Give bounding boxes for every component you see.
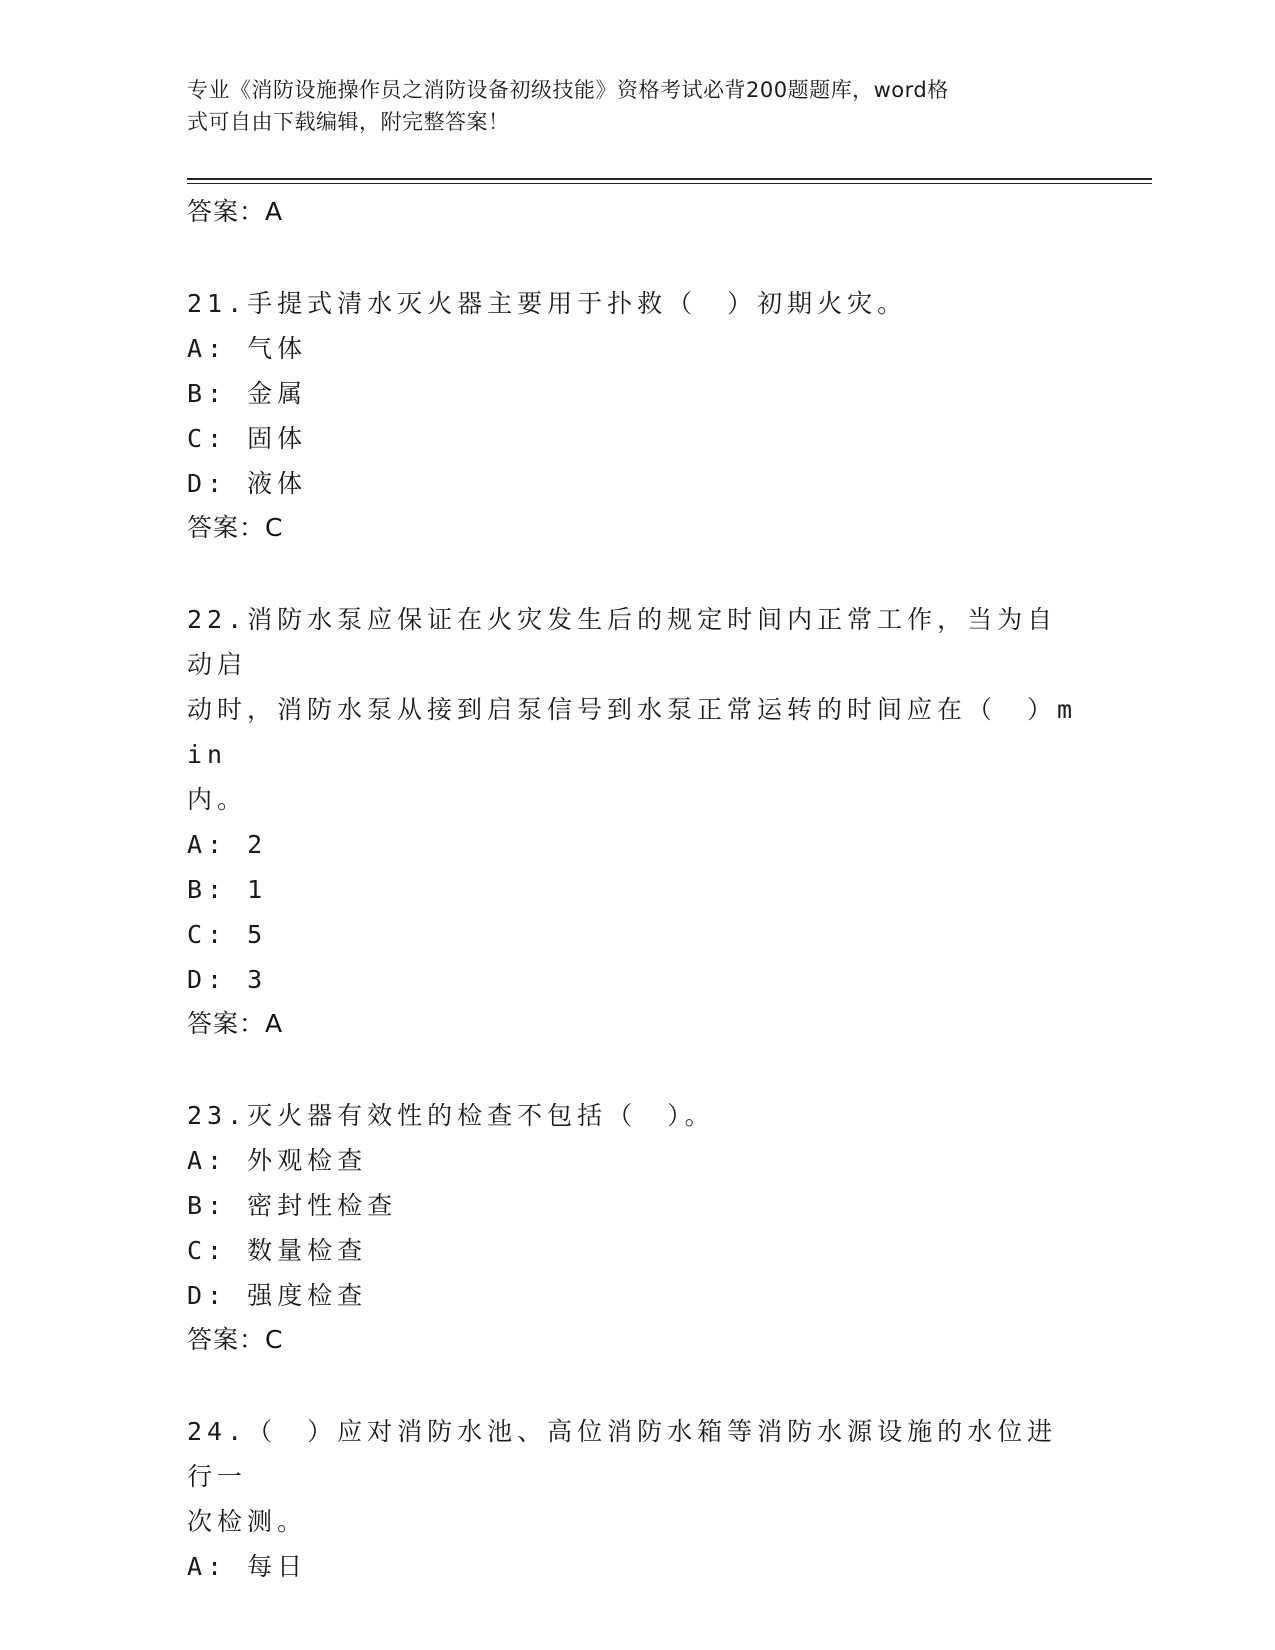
option-d: D: 液体 (187, 469, 308, 498)
option-c: C: 5 (187, 920, 268, 949)
option-a: A: 外观检查 (187, 1146, 368, 1175)
spacer (187, 1362, 1087, 1409)
header-rule-thin (187, 183, 1152, 184)
option-c: C: 数量检查 (187, 1236, 368, 1265)
question-stem-line-2: 次检测。 (187, 1507, 308, 1536)
header-rule-thick (187, 178, 1152, 180)
document-header-note (187, 74, 1067, 138)
header-note-line-1: 专业《消防设施操作员之消防设备初级技能》资格考试必背200题题库，word格 (187, 78, 949, 102)
option-a: A: 气体 (187, 334, 308, 363)
question-23 (187, 1093, 1087, 1362)
question-22 (187, 597, 1087, 1046)
question-stem-line-2: 动时，消防水泵从接到启泵信号到水泵正常运转的时间应在（ ）min (187, 695, 1078, 769)
question-stem-line-3: 内。 (187, 785, 248, 814)
option-d: D: 3 (187, 965, 268, 994)
question-21 (187, 281, 1087, 550)
spacer (187, 234, 1087, 281)
option-c: C: 固体 (187, 424, 308, 453)
option-a: A: 2 (187, 830, 268, 859)
answer-line: 答案：C (187, 513, 284, 542)
header-note-line-2: 式可自由下载编辑，附完整答案！ (187, 110, 510, 134)
option-d: D: 强度检查 (187, 1281, 368, 1310)
answer-line-prev: 答案：A (187, 197, 284, 226)
question-stem: 23.灭火器有效性的检查不包括（ ）。 (187, 1101, 715, 1130)
question-list (187, 190, 1087, 1589)
option-a: A: 每日 (187, 1552, 308, 1581)
answer-line: 答案：A (187, 1009, 284, 1038)
option-b: B: 密封性检查 (187, 1191, 398, 1220)
option-b: B: 金属 (187, 379, 308, 408)
question-stem: 21.手提式清水灭火器主要用于扑救（ ）初期火灾。 (187, 289, 908, 318)
question-stem-line-1: 22.消防水泵应保证在火灾发生后的规定时间内正常工作，当为自动启 (187, 605, 1058, 679)
spacer (187, 550, 1087, 597)
question-stem-line-1: 24.（ ）应对消防水池、高位消防水箱等消防水源设施的水位进行一 (187, 1417, 1058, 1491)
spacer (187, 1046, 1087, 1093)
question-24 (187, 1409, 1087, 1589)
option-b: B: 1 (187, 875, 268, 904)
answer-line: 答案：C (187, 1325, 284, 1354)
